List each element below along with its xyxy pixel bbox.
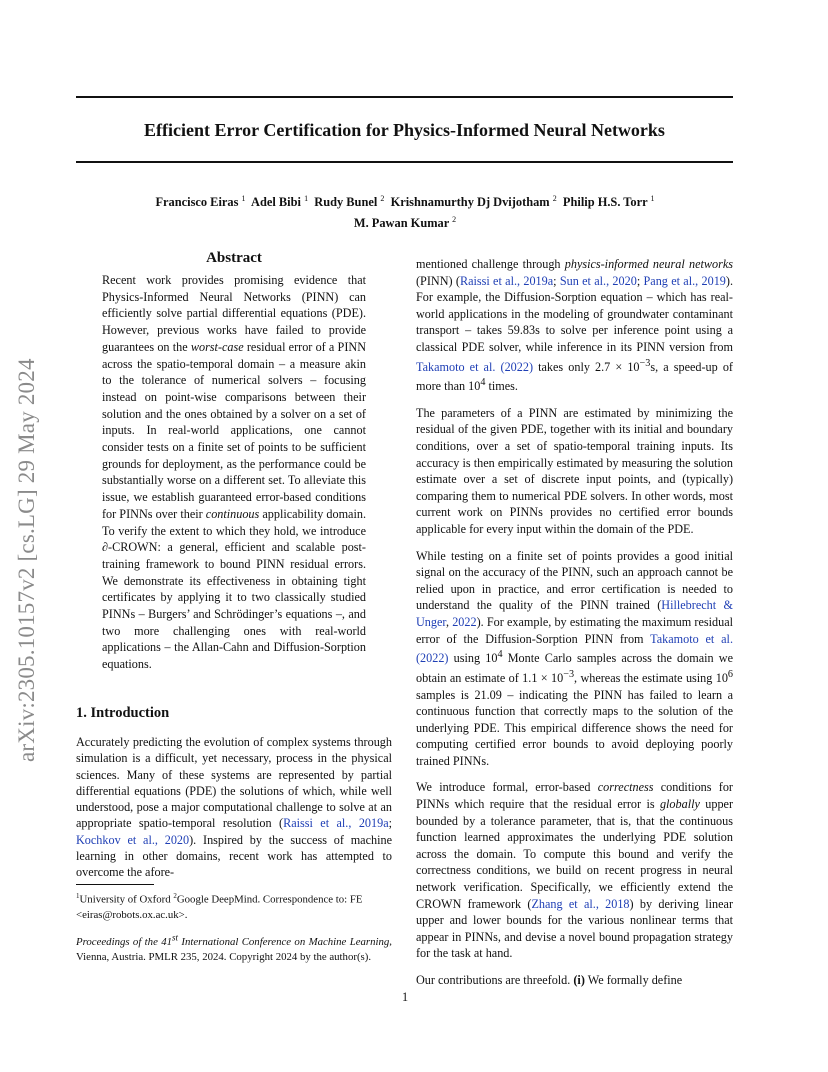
citation-link[interactable]: Raissi et al., 2019a (283, 816, 389, 831)
introduction-text: Accurately predicting the evolution of complex systems through simulation is a difficult, yet necessary, process in the physical sciences. Many of these systems are represented by partial differential equations (PDE) the solutions of which, while well understood, pose a major computational challenge to solve at an appropriate spatio-temporal resolution (Raissi et al., 2019a; Kochkov et al., 2020). Inspired by the success of machine learning in other domains, recent work has attempted to overcome the afore- (76, 735, 392, 880)
citation-link[interactable]: 2022 (452, 615, 477, 629)
author-affiliation: 1 (304, 194, 309, 203)
paragraph: The parameters of a PINN are estimated by minimizing the residual of the given PDE, together with its initial and boundary conditions, over a set of spatio-temporal training inputs. Its accuracy is then empirically estimated by measuring the solution estimate over a set of discrete input points, and (typically) comparing them to numerical PDE solvers. In other words, most current work on PINNs provides no certified error bounds applicable for every input within the domain of the PDE. (416, 405, 733, 537)
citation-link[interactable]: Kochkov et al., 2020 (76, 832, 190, 847)
top-rule (76, 96, 733, 98)
citation-link[interactable]: Sun et al., 2020 (559, 273, 637, 288)
page-number: 1 (401, 990, 409, 1004)
footnote-rule (76, 884, 154, 885)
author-line-1 (120, 190, 690, 211)
abstract-body: Recent work provides promising evidence that Physics-Informed Neural Networks (PINN) can efficiently solve partial differential equations (PDE). However, previous works have failed to provide guarantees on the worst-case residual error of a PINN across the spatio-temporal domain – a measure akin to the tolerance of numerical solvers – focusing instead on point-wise comparisons between their solution and the ones obtained by a solver on a set of inputs. In real-world applications, one cannot consider tests on a finite set of points to be sufficient grounds for deployment, as the performance could be substantially worse on a different set. To alleviate this issue, we establish guaranteed error-based conditions for PINNs over their continuous applicability domain. To verify the extent to which they hold, we introduce ∂-CROWN: a general, efficient and scalable post-training framework to bound PINN residual errors. We demonstrate its effectiveness in obtaining tight certificates by applying it to two classically studied PINNs – Burgers’ and Schrödinger’s equations –, and two more challenging ones with real-world applications – the Allan-Cahn and Diffusion-Sorption equations. (102, 273, 366, 672)
citation-link[interactable]: Takamoto et al. (2022) (416, 631, 733, 666)
author-affiliation: 2 (552, 194, 557, 203)
author-affiliation: 1 (241, 194, 246, 203)
author-affiliation: 2 (380, 194, 385, 203)
author-name: M. Pawan Kumar (353, 216, 449, 231)
author-name: Philip H.S. Torr (562, 195, 648, 210)
title-bottom-rule (76, 161, 733, 163)
paper-title: Efficient Error Certification for Physics-Informed Neural Networks (144, 120, 665, 140)
paragraph: While testing on a finite set of points provides a good initial signal on the accuracy of the PINN, such an approach cannot be relied upon in practice, and error certification is needed to understand the quality of the PINN trained (Hillebrecht & Unger, 2022). For example, by estimating the maximum residual error of the Diffusion-Sorption PINN from Takamoto et al. (2022) using $10^4$ Monte Carlo samples across the domain we obtain an estimate of $1.1 \times 10^{-3}$, whereas the estimate using $10^6$ samples is 21.09 – indicating the PINN has failed to learn a continuous function that correctly maps to the solution of the underlying PDE. This empirical difference shows the need for computing certified error bounds to avoid deploying poorly trained PINNs. (416, 548, 734, 768)
author-name: Francisco Eiras (155, 195, 239, 210)
author-name: Adel Bibi (251, 195, 301, 210)
author-affiliation: 2 (452, 215, 457, 225)
citation-link[interactable]: Hillebrecht & Unger (416, 598, 733, 629)
arxiv-stamp-text: arXiv:2305.10157v2 [cs.LG] 29 May 2024 (14, 358, 39, 762)
affiliation-footnote: $^1$University of Oxford $^2$Google DeepMind. Correspondence to: FE <eiras@robots.ox.ac.uk>. (76, 892, 363, 921)
proceedings-note: Proceedings of the 41st International Conference on Machine Learning, Vienna, Austria. PMLR 235, 2024. Copyright 2024 by the author(s). (76, 932, 392, 963)
author-name: Krishnamurthy Dj Dvijotham (390, 195, 550, 210)
paragraph: mentioned challenge through physics-informed neural networks (PINN) (Raissi et al., 2019a; Sun et al., 2020; Pang et al., 2019). For example, the Diffusion-Sorption equation – which has real-world applications in the modeling of groundwater contaminant transport – takes 59.83s to solve per inference point using a classical PDE solver, while inference in its PINN version from Takamoto et al. (2022) takes only $2.7 \times 10^{-3}s$, a speed-up of more than $10^4$ times. (416, 257, 733, 394)
author-affiliation: 1 (650, 194, 655, 203)
section-heading-introduction: 1. Introduction (76, 705, 170, 721)
author-line-2 (120, 211, 690, 232)
author-list (120, 190, 690, 232)
paragraph: We introduce formal, error-based correctness conditions for PINNs which require that the residual error is globally upper bounded by a tolerance parameter, that is, that the continuous function learned approximates the underlying PDE solution across the domain. To compute this bound and verify the correctness conditions, we build on recent progress in neural network verification. Specifically, we efficiently extend the CROWN framework (Zhang et al., 2018) by deriving linear upper and lower bounds for the various nonlinear terms that appear in PINNs, and devise a novel bound propagation strategy for the task at hand. (416, 780, 734, 961)
citation-link[interactable]: Zhang et al., 2018 (531, 896, 630, 911)
author-name: Rudy Bunel (314, 195, 378, 210)
citation-link[interactable]: Raissi et al., 2019a (459, 273, 554, 288)
citation-link[interactable]: Pang et al., 2019 (643, 273, 726, 288)
abstract-heading: Abstract (206, 250, 262, 266)
citation-link[interactable]: Takamoto et al. (2022) (416, 359, 534, 374)
right-column (416, 256, 733, 999)
paragraph: Our contributions are threefold. (i) We formally define (416, 973, 683, 987)
